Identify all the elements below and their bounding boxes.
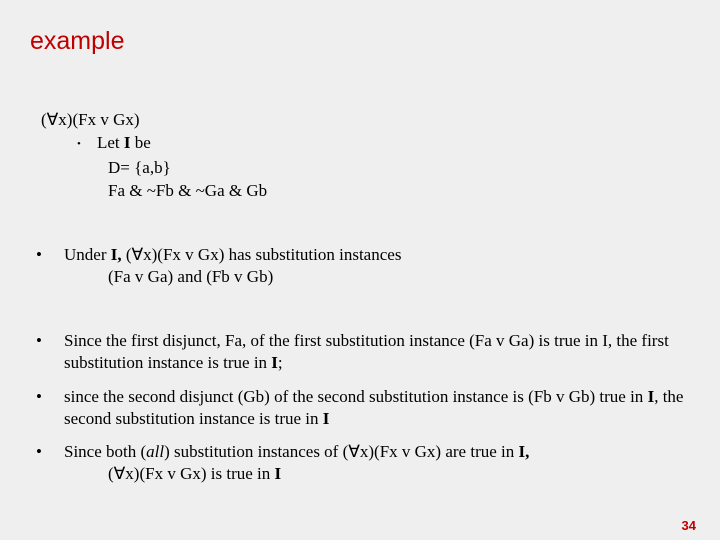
- text-run-italic: all: [146, 442, 165, 461]
- text-run-bold: I: [322, 409, 330, 428]
- bullet-dot: •: [36, 245, 42, 264]
- text-run: Under: [64, 245, 111, 264]
- let-prefix: Let: [97, 133, 124, 152]
- let-var: I: [123, 133, 131, 152]
- slide-title: example: [30, 27, 125, 55]
- text-run-bold: I,: [518, 442, 530, 461]
- sub-bullet-dot: •: [77, 137, 81, 150]
- text-run-bold: I: [271, 353, 278, 372]
- let-suffix: be: [130, 133, 151, 152]
- bullet-text: [64, 330, 696, 374]
- bullet-second-disjunct: [36, 386, 696, 430]
- bullet-text: [64, 441, 696, 463]
- bullet-both-instances: [36, 441, 696, 485]
- text-run: (∀x)(Fx v Gx) is true in: [108, 464, 275, 483]
- text-run: ;: [277, 353, 283, 372]
- text-run: Since both (: [64, 442, 147, 461]
- intro-formula: (∀x)(Fx v Gx): [41, 110, 140, 129]
- bullet-continuation: [108, 463, 696, 485]
- intro-block: [41, 108, 267, 202]
- text-run: ) substitution instances of (∀x)(Fx v Gx) are true in: [164, 442, 519, 461]
- text-run-bold: I,: [110, 245, 122, 264]
- bullet-dot: •: [36, 331, 42, 350]
- text-run-bold: I: [274, 464, 282, 483]
- facts-line: Fa & ~Fb & ~Ga & Gb: [108, 180, 268, 200]
- text-run: since the second disjunct (Gb) of the second substitution instance is (Fb v Gb) true in: [64, 387, 648, 406]
- bullet-first-disjunct: [36, 330, 696, 374]
- page-number: 34: [681, 518, 696, 533]
- bullet-under-i: [36, 244, 696, 288]
- bullet-text: [64, 244, 696, 266]
- text-run: Since the first disjunct, Fa, of the first substitution instance (Fa v Ga) is true in I, the first substitution instance is true in: [64, 331, 669, 372]
- bullet-dot: •: [36, 442, 42, 461]
- text-run: (∀x)(Fx v Gx) has substitution instances: [121, 245, 402, 264]
- let-line: [41, 131, 267, 156]
- text-run-bold: I: [647, 387, 655, 406]
- domain-line: D= {a,b}: [108, 157, 171, 177]
- bullet-continuation: (Fa v Ga) and (Fb v Gb): [108, 267, 274, 286]
- text-run: , the second substitution instance is true in: [64, 387, 684, 428]
- bullet-text: [64, 386, 696, 430]
- bullet-dot: •: [36, 387, 42, 406]
